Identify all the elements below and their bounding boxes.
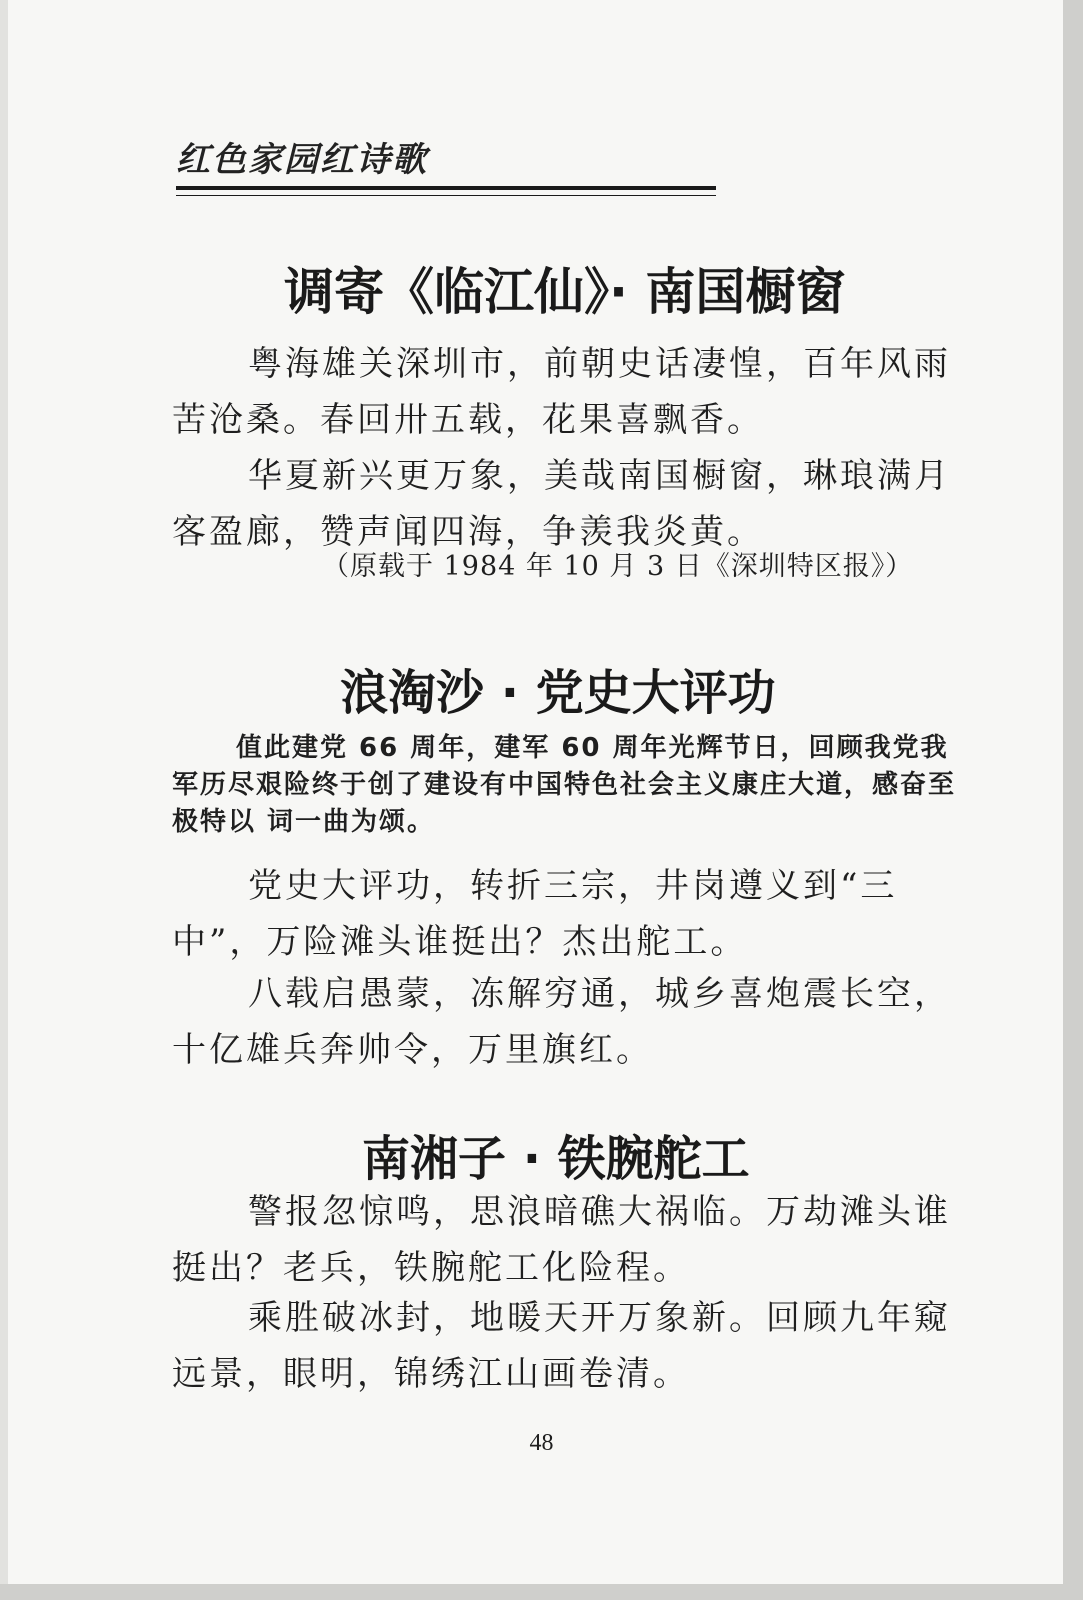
poem-3-stanza-2: 乘胜破冰封，地暖天开万象新。回顾九年窥远景，眼明，锦绣江山画卷清。 [172,1298,951,1394]
poem-1-source-note: （原载于 1984 年 10 月 3 日《深圳特区报》） [322,551,914,582]
header-rule-thick [176,186,716,190]
header-rule-thin [176,195,716,196]
page-right-edge [1063,0,1083,1600]
poem-2-preface: 值此建党 66 周年，建军 60 周年光辉节日，回顾我党我军历尽艰险终于创了建设有中国特色社会主义康庄大道，感奋至极特以 词一曲为颂。 [172,733,957,837]
poem-title-1: 调寄《临江仙》· 南国橱窗 [284,263,846,321]
poem-2-stanza-2: 八载启愚蒙，冻解穷通，城乡喜炮震长空，十亿雄兵奔帅令，万里旗红。 [172,974,951,1070]
poem-3-stanza-1: 警报忽惊鸣，思浪暗礁大祸临。万劫滩头谁挺出？老兵，铁腕舵工化险程。 [172,1192,951,1288]
page-number: 48 [529,1430,554,1456]
page-left-edge [0,0,8,1600]
poem-title-2: 浪淘沙 · 党史大评功 [340,665,776,721]
poem-1-stanza-1: 粤海雄关深圳市，前朝史话凄惶，百年风雨苦沧桑。春回卅五载，花果喜飘香。 [172,344,951,440]
poem-1-stanza-2: 华夏新兴更万象，美哉南国橱窗，琳琅满月客盈廊，赞声闻四海，争羡我炎黄。 [172,456,951,552]
poem-2-stanza-1: 党史大评功，转折三宗，井岗遵义到“三中”，万险滩头谁挺出？杰出舵工。 [172,866,898,962]
page-bottom-edge [0,1584,1083,1600]
poem-title-3: 南湘子 · 铁腕舵工 [362,1131,750,1187]
running-head: 红色家园红诗歌 [176,140,428,180]
